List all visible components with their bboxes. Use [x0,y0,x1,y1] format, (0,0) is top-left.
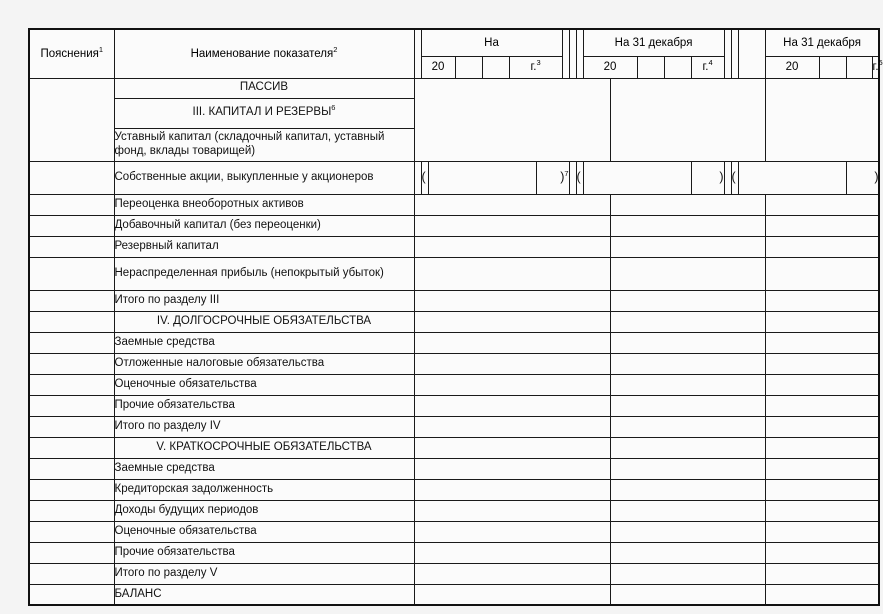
explanations-cell-passiv-block[interactable] [29,78,114,161]
table-row-neraspredelennaya [29,257,879,290]
value-cell-g3-ocenochnye-5[interactable] [765,521,879,542]
explanations-cell-prochie-5[interactable] [29,542,114,563]
open-paren-g3: ( [731,161,738,194]
value-cell-g2-kreditorskaya[interactable] [610,479,765,500]
explanations-cell-itogo-4[interactable] [29,416,114,437]
header-gap-1c [569,29,576,78]
explanations-cell-pereocenka[interactable] [29,194,114,215]
header-gap-3 [738,29,765,78]
explanations-cell-ocenochnye-5[interactable] [29,521,114,542]
value-cell-g2-itogo-4[interactable] [610,416,765,437]
row-label-sobstvennye-akcii: Собственные акции, выкупленные у акционеров [114,161,414,194]
row-label-ocenochnye-5: Оценочные обязательства [114,521,414,542]
value-cell-g2-passiv-block[interactable] [610,78,765,161]
explanations-cell-ocenochnye-4[interactable] [29,374,114,395]
value-cell-g2-prochie-4[interactable] [610,395,765,416]
explanations-cell-zaemnye-5[interactable] [29,458,114,479]
balance-sheet-form [28,28,883,606]
section-heading-kratkosrochnye: V. КРАТКОСРОЧНЫЕ ОБЯЗАТЕЛЬСТВА [114,437,414,458]
value-cell-g2-itogo-3[interactable] [610,290,765,311]
table-row-prochie-4 [29,395,879,416]
table-row-kreditorskaya [29,479,879,500]
explanations-cell-prochie-4[interactable] [29,395,114,416]
value-cell-g1-passiv-block[interactable] [414,78,610,161]
table-header-row-top [29,29,879,56]
value-cell-g2-rezervny[interactable] [610,236,765,257]
explanations-cell-rezervny[interactable] [29,236,114,257]
value-cell-g1-itogo-3[interactable] [414,290,610,311]
value-cell-g3-passiv-block[interactable] [765,78,879,161]
header-group-1-suffix-text: г. [530,61,537,73]
row-label-ustavny-kapital: Уставный капитал (складочный капитал, уставный фонд, вклады товарищей) [114,128,414,161]
header-group-3-suffix [872,56,883,78]
value-cell-g1-prochie-5[interactable] [414,542,610,563]
close-paren-g1 [536,161,569,194]
value-cell-g1-kreditorskaya[interactable] [414,479,610,500]
value-cell-g1-ocenochnye-5[interactable] [414,521,610,542]
table-row-itogo-4 [29,416,879,437]
value-cell-g2-section-kratkosrochnye[interactable] [610,437,765,458]
header-indicator-name [114,29,414,78]
header-group-3-daybox-1[interactable] [819,56,846,78]
explanations-cell-dobavochny[interactable] [29,215,114,236]
value-cell-g1-section-dolgosrochnye[interactable] [414,311,610,332]
value-cell-g3-zaemnye-5[interactable] [765,458,879,479]
header-explanations-note: 1 [98,44,104,54]
table-row-sobstvennye-akcii [29,161,879,194]
value-cell-g2-zaemnye-5[interactable] [610,458,765,479]
explanations-cell-kreditorskaya[interactable] [29,479,114,500]
header-group-1-year[interactable]: 20 [421,56,455,78]
value-cell-g3-otlozhennye[interactable] [765,353,879,374]
header-gap-1 [414,29,421,78]
table-row-itogo-3 [29,290,879,311]
value-cell-g1-section-kratkosrochnye[interactable] [414,437,610,458]
row-label-prochie-5: Прочие обязательства [114,542,414,563]
value-cell-g3-neraspredelennaya[interactable] [765,257,879,290]
header-group-3-title: На 31 декабря [765,29,879,56]
value-cell-g3-kreditorskaya[interactable] [765,479,879,500]
value-cell-g2-section-dolgosrochnye[interactable] [610,311,765,332]
value-cell-g3-section-kratkosrochnye[interactable] [765,437,879,458]
row-label-itogo-4: Итого по разделу IV [114,416,414,437]
balance-sheet-table [28,28,883,606]
table-row-itogo-5 [29,563,879,584]
value-cell-g3-pereocenka[interactable] [765,194,879,215]
value-cell-g2-itogo-5[interactable] [610,563,765,584]
value-cell-g2-ocenochnye-5[interactable] [610,521,765,542]
header-gap-1b [562,29,569,78]
explanations-cell-sobstvennye-akcii[interactable] [29,161,114,194]
header-group-3-suffix-text: г. [872,61,879,73]
explanations-cell-neraspredelennaya[interactable] [29,257,114,290]
row-label-itogo-3: Итого по разделу III [114,290,414,311]
row-label-balans: БАЛАНС [114,584,414,605]
value-cell-g1-rezervny[interactable] [414,236,610,257]
header-group-2-suffix [691,56,724,78]
section-heading-capital [114,98,414,128]
header-gap-2b [724,29,731,78]
value-cell-g1-balans[interactable] [414,584,610,605]
table-row-rezervny [29,236,879,257]
close-paren-g2: ) [691,161,724,194]
value-cell-g1-neraspredelennaya[interactable] [414,257,610,290]
section-title-passiv: ПАССИВ [114,78,414,98]
table-row-ocenochnye-4 [29,374,879,395]
header-group-2-daybox-1[interactable] [637,56,664,78]
header-group-1-title: На [421,29,562,56]
row-label-neraspredelennaya: Нераспределенная прибыль (непокрытый убыток) [114,257,414,290]
value-cell-g1-otlozhennye[interactable] [414,353,610,374]
header-group-2-note: 4 [708,58,713,68]
row-label-itogo-5: Итого по разделу V [114,563,414,584]
header-group-3-note: 5 [878,58,883,68]
table-row-ocenochnye-5 [29,521,879,542]
table-row-dobavochny [29,215,879,236]
table-row-section-dolgosrochnye [29,311,879,332]
header-explanations-label: Пояснения [40,47,99,60]
header-gap-2 [576,29,583,78]
explanations-cell-section-dolgosrochnye[interactable] [29,311,114,332]
value-cell-g1-pereocenka[interactable] [414,194,610,215]
table-row-passiv [29,78,879,98]
explanations-cell-zaemnye-4[interactable] [29,332,114,353]
value-cell-g1-itogo-5[interactable] [414,563,610,584]
section-heading-capital-label: III. КАПИТАЛ И РЕЗЕРВЫ [192,106,332,119]
header-group-3-daybox-2[interactable] [846,56,872,78]
value-cell-g3-ocenochnye-4[interactable] [765,374,879,395]
gap-g1-sobstvennye [414,161,421,194]
value-cell-g2-ocenochnye-4[interactable] [610,374,765,395]
section-heading-dolgosrochnye: IV. ДОЛГОСРОЧНЫЕ ОБЯЗАТЕЛЬСТВА [114,311,414,332]
header-indicator-name-label: Наименование показателя [190,47,334,60]
value-cell-g1-prochie-4[interactable] [414,395,610,416]
value-cell-g2-pereocenka[interactable] [610,194,765,215]
header-group-2-daybox-2[interactable] [664,56,691,78]
value-cell-g3-rezervny[interactable] [765,236,879,257]
value-cell-g2-sobstvennye[interactable] [583,161,691,194]
value-cell-g3-prochie-5[interactable] [765,542,879,563]
table-row-dohody [29,500,879,521]
table-row-pereocenka [29,194,879,215]
header-group-2-title: На 31 декабря [583,29,724,56]
value-cell-g2-neraspredelennaya[interactable] [610,257,765,290]
explanations-cell-section-kratkosrochnye[interactable] [29,437,114,458]
value-cell-g3-dohody[interactable] [765,500,879,521]
value-cell-g1-dohody[interactable] [414,500,610,521]
explanations-cell-itogo-5[interactable] [29,563,114,584]
header-group-1-daybox-2[interactable] [482,56,509,78]
explanations-cell-dohody[interactable] [29,500,114,521]
table-row-zaemnye-4 [29,332,879,353]
close-paren-g1-note: 7 [564,168,569,178]
value-cell-g3-itogo-3[interactable] [765,290,879,311]
value-cell-g3-itogo-4[interactable] [765,416,879,437]
gap-g2-sobstvennye [724,161,731,194]
explanations-cell-itogo-3[interactable] [29,290,114,311]
table-row-balans [29,584,879,605]
value-cell-g1-ocenochnye-4[interactable] [414,374,610,395]
row-label-zaemnye-5: Заемные средства [114,458,414,479]
close-paren-g1-text: ) [560,170,565,184]
section-heading-capital-note: 6 [331,103,336,113]
header-group-1-suffix [509,56,562,78]
header-group-1-note: 3 [536,58,541,68]
explanations-cell-otlozhennye[interactable] [29,353,114,374]
row-label-rezervny: Резервный капитал [114,236,414,257]
value-cell-g1-itogo-4[interactable] [414,416,610,437]
value-cell-g3-dobavochny[interactable] [765,215,879,236]
value-cell-g2-prochie-5[interactable] [610,542,765,563]
header-group-2-suffix-text: г. [702,61,709,73]
row-label-dobavochny: Добавочный капитал (без переоценки) [114,215,414,236]
value-cell-g2-dobavochny[interactable] [610,215,765,236]
value-cell-g1-zaemnye-4[interactable] [414,332,610,353]
open-paren-g2: ( [576,161,583,194]
explanations-cell-balans[interactable] [29,584,114,605]
value-cell-g2-zaemnye-4[interactable] [610,332,765,353]
value-cell-g3-prochie-4[interactable] [765,395,879,416]
value-cell-g3-zaemnye-4[interactable] [765,332,879,353]
header-group-1-daybox-1[interactable] [455,56,482,78]
row-label-pereocenka: Переоценка внеоборотных активов [114,194,414,215]
row-label-prochie-4: Прочие обязательства [114,395,414,416]
value-cell-g3-sobstvennye[interactable] [738,161,846,194]
table-row-prochie-5 [29,542,879,563]
value-cell-g3-section-dolgosrochnye[interactable] [765,311,879,332]
row-label-kreditorskaya: Кредиторская задолженность [114,479,414,500]
value-cell-g3-itogo-5[interactable] [765,563,879,584]
close-paren-g3: ) [846,161,879,194]
value-cell-g2-otlozhennye[interactable] [610,353,765,374]
open-paren-g1: ( [421,161,428,194]
value-cell-g2-balans[interactable] [610,584,765,605]
header-gap-2c [731,29,738,78]
value-cell-g1-dobavochny[interactable] [414,215,610,236]
header-explanations [29,29,114,78]
header-group-3-year[interactable]: 20 [765,56,819,78]
value-cell-g2-dohody[interactable] [610,500,765,521]
header-indicator-name-note: 2 [333,44,338,54]
row-label-ocenochnye-4: Оценочные обязательства [114,374,414,395]
value-cell-g1-zaemnye-5[interactable] [414,458,610,479]
value-cell-g1-sobstvennye[interactable] [428,161,536,194]
row-label-zaemnye-4: Заемные средства [114,332,414,353]
row-label-otlozhennye: Отложенные налоговые обязательства [114,353,414,374]
table-row-zaemnye-5 [29,458,879,479]
gap-g1-sobstvennye-b [569,161,576,194]
value-cell-g3-balans[interactable] [765,584,879,605]
table-row-otlozhennye [29,353,879,374]
row-label-dohody: Доходы будущих периодов [114,500,414,521]
table-row-section-kratkosrochnye [29,437,879,458]
header-group-2-year[interactable]: 20 [583,56,637,78]
